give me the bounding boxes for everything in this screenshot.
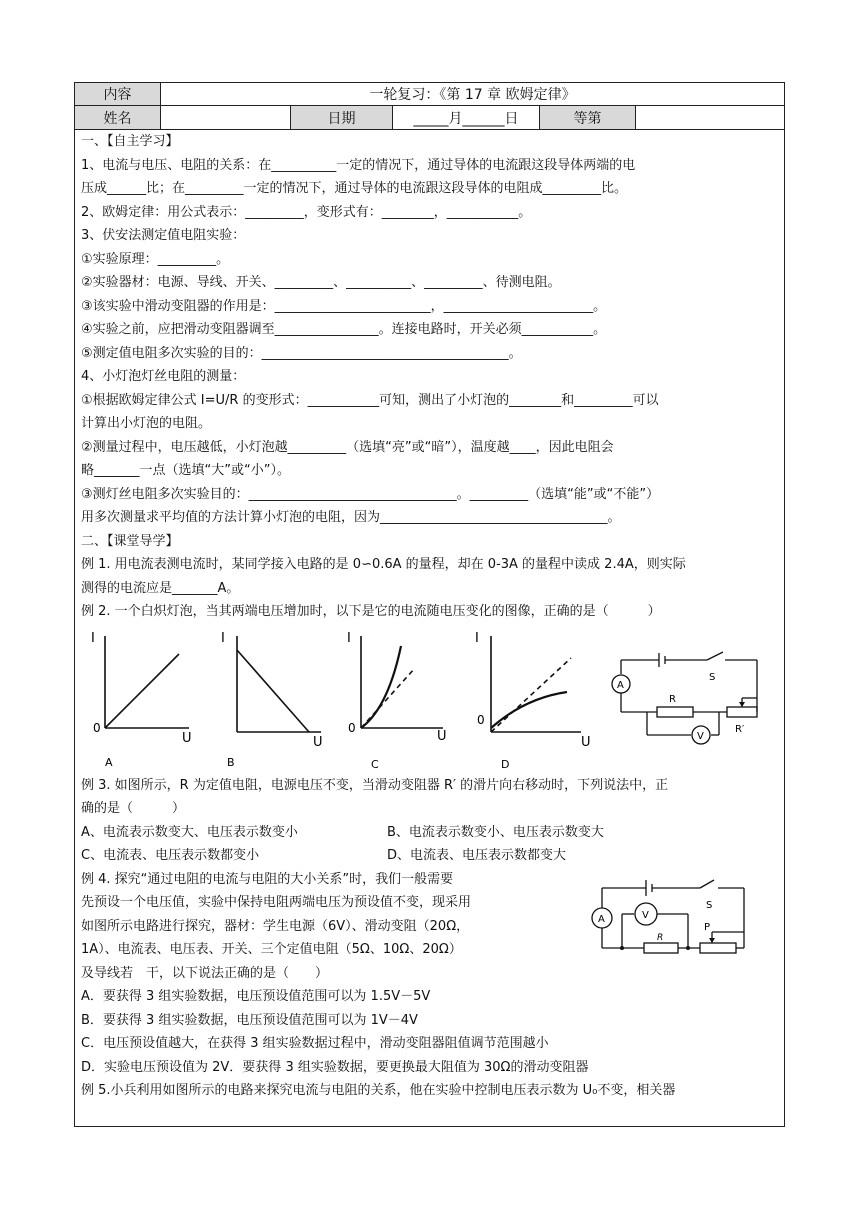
example-4-line: 1A）、电流表、电压表、开关、三个定值电阻（5Ω、10Ω、20Ω） <box>81 942 462 957</box>
graph-c-origin: 0 <box>348 720 356 735</box>
s1-line: 压成______比；在_________一定的情况下，通过导体的电流跟这段导体的电阻成_________比。 <box>81 181 628 196</box>
example-4-text <box>81 868 581 986</box>
s1-line: 4、小灯泡灯丝电阻的测量： <box>81 369 246 384</box>
example-4-line: 如图所示电路进行探究，器材：学生电源（6V）、滑动变阻（20Ω， <box>81 918 470 934</box>
example-2-question: 例 2. 一个白炽灯泡，当其两端电压增加时，以下是它的电流随电压变化的图像，正确的是（ ） <box>81 604 661 619</box>
graph-b-i: I <box>221 630 225 646</box>
example-3-line: 例 3. 如图所示，R 为定值电阻，电源电压不变，当滑动变阻器 R′ 的滑片向右移动时，下列说法中，正 <box>81 777 669 793</box>
graph-b-label: B <box>227 755 235 769</box>
date-label: 日期 <box>291 106 393 129</box>
circuit-diagram-2 <box>584 874 764 970</box>
s1-line: 用多次测量求平均值的方法计算小灯泡的电阻，因为___________________________________。 <box>81 510 621 525</box>
graph-a-origin: 0 <box>93 720 101 735</box>
grade-label: 等第 <box>540 106 636 129</box>
example-4-option-b[interactable]: B．要获得 3 组实验数据，电压预设值范围可以为 1V－4V <box>81 1012 418 1028</box>
example-4-line: 先预设一个电压值，实验中保持电阻两端电压为预设值不变，现采用 <box>81 895 472 910</box>
option-a[interactable]: A、电流表示数变大、电压表示数变小 <box>81 824 298 840</box>
s1-line: 2、欧姆定律：用公式表示：_________，变形式有：________，___________。 <box>81 204 532 220</box>
circuit-diagram-1 <box>607 650 777 760</box>
graph-d-i: I <box>475 630 479 646</box>
graph-c <box>343 628 463 773</box>
circuit1-switch: S <box>709 671 716 683</box>
example-4-option-c[interactable]: C．电压预设值越大，在获得 3 组实验数据过程中，滑动变阻器阻值调节范围越小 <box>81 1036 549 1051</box>
graph-a-label: A <box>105 755 113 769</box>
example-1-line: 例 1. 用电流表测电流时，某同学接入电路的是 0∽0.6A 的量程，却在 0-3A 的量程中读成 2.4A，则实际 <box>81 557 686 572</box>
s1-line: ①根据欧姆定律公式 I=U/R 的变形式：___________可知，测出了小灯泡的________和_________可以 <box>81 392 659 408</box>
graph-c-label: C <box>371 757 379 771</box>
s1-line: ③测灯丝电阻多次实验目的：________________________________。_________（选填“能”或“不能”） <box>81 486 660 502</box>
content-body <box>75 130 784 1103</box>
header-row-1 <box>75 83 784 106</box>
example-3-options-row <box>81 844 778 868</box>
content-label: 内容 <box>75 83 161 105</box>
s1-line: 1、电流与电压、电阻的关系：在__________一定的情况下，通过导体的电流跟这段导体两端的电 <box>81 157 636 173</box>
example-1-line: 测得的电流应是_______A。 <box>81 580 240 596</box>
graph-a-u: U <box>182 730 192 746</box>
example-3-options-row <box>81 821 778 845</box>
circuit2-r: R <box>657 932 664 943</box>
name-label: 姓名 <box>75 106 161 129</box>
s1-line: ⑤测定值电阻多次实验的目的：______________________________________。 <box>81 345 522 361</box>
circuit1-ammeter: A <box>617 679 624 691</box>
graph-a-i: I <box>91 630 95 646</box>
example-4-option-d[interactable]: D．实验电压预设值为 2V．要获得 3 组实验数据，要更换最大阻值为 30Ω的滑动变阻器 <box>81 1059 589 1075</box>
option-b[interactable]: B、电流表示数变小、电压表示数变大 <box>387 824 604 840</box>
s1-line: ②测量过程中，电压越低，小灯泡越_________（选填“亮”或“暗”），温度越____，因此电阻会 <box>81 439 614 455</box>
circuit2-switch: S <box>706 899 713 911</box>
s1-line: ④实验之前，应把滑动变阻器调至________________。连接电路时，开关必须___________。 <box>81 322 607 337</box>
graph-b-u: U <box>313 734 323 750</box>
circuit2-voltmeter: V <box>642 909 649 921</box>
s1-line: 3、伏安法测定值电阻实验： <box>81 228 246 243</box>
example-4-option-a[interactable]: A．要获得 3 组实验数据，电压预设值范围可以为 1.5V－5V <box>81 989 431 1004</box>
example-4 <box>81 868 778 986</box>
graph-b <box>217 628 337 773</box>
header-row-2 <box>75 106 784 130</box>
graph-d-label: D <box>501 757 510 771</box>
option-c[interactable]: C、电流表、电压表示数都变小 <box>81 848 260 863</box>
option-d[interactable]: D、电流表、电压表示数都变大 <box>387 848 567 863</box>
s1-line: 计算出小灯泡的电阻。 <box>81 416 212 431</box>
s1-line: ①实验原理：_________。 <box>81 251 230 267</box>
page-title: 一轮复习：《第 17 章 欧姆定律》 <box>369 87 576 103</box>
circuit2-ammeter: A <box>598 913 605 925</box>
example-3-line: 确的是（ ） <box>81 801 186 816</box>
graph-c-u: U <box>437 728 447 744</box>
example-2-figures <box>81 624 778 774</box>
section-2-title: 二、【课堂导学】 <box>81 533 179 549</box>
graph-a <box>87 628 197 773</box>
circuit1-r: R <box>669 693 676 705</box>
date-field[interactable]: _____月______日 <box>393 106 540 129</box>
circuit1-voltmeter: V <box>697 730 704 742</box>
graph-d-u: U <box>581 734 591 750</box>
s1-line: 略_______一点（选填“大”或“小”）。 <box>81 463 290 478</box>
s1-line: ②实验器材：电源、导线、开关、_________、__________、_________、待测电阻。 <box>81 275 561 290</box>
graph-c-i: I <box>347 630 351 646</box>
section-1-title: 一、【自主学习】 <box>81 134 179 149</box>
example-5-line: 例 5.小兵利用如图所示的电路来探究电流与电阻的关系，他在实验中控制电压表示数为 U₀不变，相关器 <box>81 1083 676 1098</box>
name-field[interactable] <box>161 106 291 129</box>
example-4-line: 及导线若 干，以下说法正确的是（ ） <box>81 965 329 981</box>
example-4-line: 例 4. 探究“通过电阻的电流与电阻的大小关系”时，我们一般需要 <box>81 871 454 887</box>
worksheet <box>74 82 785 1127</box>
graph-d <box>465 628 605 773</box>
circuit1-r-prime: R′ <box>735 723 745 735</box>
grade-field[interactable] <box>636 106 784 129</box>
circuit2-p: P <box>704 921 711 933</box>
graph-d-origin: 0 <box>477 712 485 727</box>
s1-line: ③该实验中滑动变阻器的作用是：________________________，_______________________。 <box>81 298 607 314</box>
